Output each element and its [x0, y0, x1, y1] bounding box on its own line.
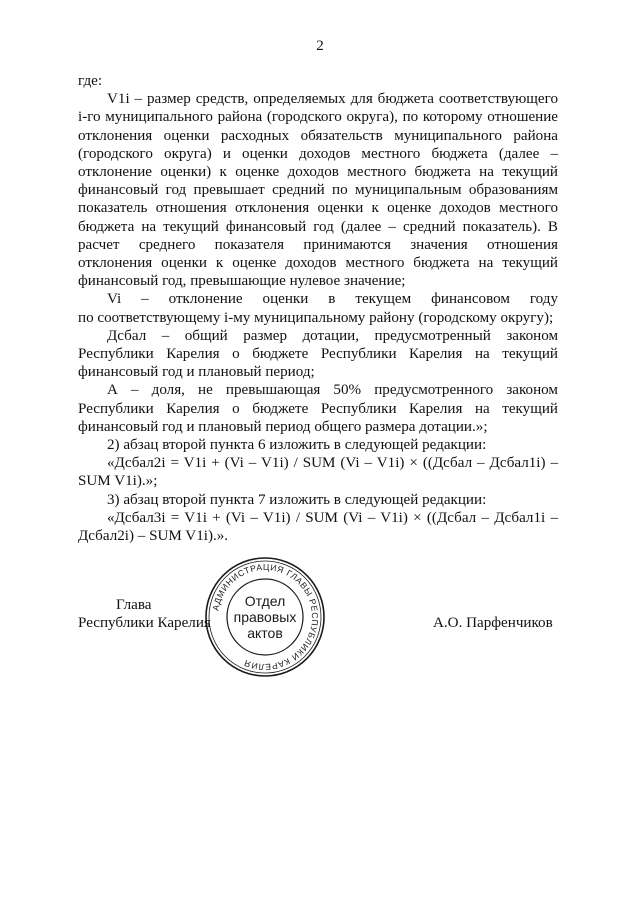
document-body [78, 72, 558, 545]
stamp-center-line3: актов [247, 625, 283, 641]
a-definition: А – доля, не превышающая 50% предусмотренного законом Республики Карелия о бюджете Республики Карелия на текущий финансовый год и плановый период общего размера дотации.»; [78, 382, 558, 435]
signatory-title-line1: Глава [116, 597, 152, 613]
stamp-center-line2: правовых [233, 609, 297, 625]
page-number: 2 [316, 38, 324, 54]
item3-formula: «Дсбал3i = V1i + (Vi – V1i) / SUM (Vi – V1i) × ((Дсбал – Дсбал1i – Дсбал2i) – SUM V1i).». [78, 509, 558, 545]
stamp-center-line1: Отдел [244, 593, 286, 609]
stamp-ring-text: АДМИНИСТРАЦИЯ ГЛАВЫ РЕСПУБЛИКИ КАРЕЛИЯ [210, 561, 321, 673]
official-stamp [203, 555, 327, 679]
item2-formula: «Дсбал2i = V1i + (Vi – V1i) / SUM (Vi – V1i) × ((Дсбал – Дсбал1i) – SUM V1i).»; [78, 455, 558, 490]
item3-intro: 3) абзац второй пункта 7 изложить в следующей редакции: [107, 491, 487, 508]
item2-intro: 2) абзац второй пункта 6 изложить в следующей редакции: [107, 437, 487, 454]
vi-definition-line2: по соответствующему i-му муниципальному району (городскому округу); [78, 309, 554, 326]
signatory-name: А.О. Парфенчиков [433, 615, 553, 632]
v1i-definition: V1i – размер средств, определяемых для бюджета соответствующего i-го муниципального района (городского округа), по которому отношение отклонения оценки расходных обязательств муниципального района (городского округа) и оценки доходов местного бюджета (далее – отклонение оценки) к оценке доходов местного бюджета на текущий финансовый год превышает средний по муниципальным образованиям показатель отношения отклонения оценки к оценке доходов местного бюджета на текущий финансовый год (далее – средний показатель). В расчет среднего показателя принимаются значения отношения отклонения оценки к оценке доходов местного бюджета на текущий финансовый год, превышающие нулевое значение; [78, 91, 558, 290]
dsbal-definition: Дсбал – общий размер дотации, предусмотренный законом Республики Карелия о бюджете Республики Карелия на текущий финансовый год и плановый период; [78, 327, 558, 381]
signatory-title-line2: Республики Карелия [78, 615, 211, 632]
where-label: где: [78, 73, 103, 89]
vi-definition-line1: Vi – отклонение оценки в текущем финансовом году [107, 291, 558, 308]
